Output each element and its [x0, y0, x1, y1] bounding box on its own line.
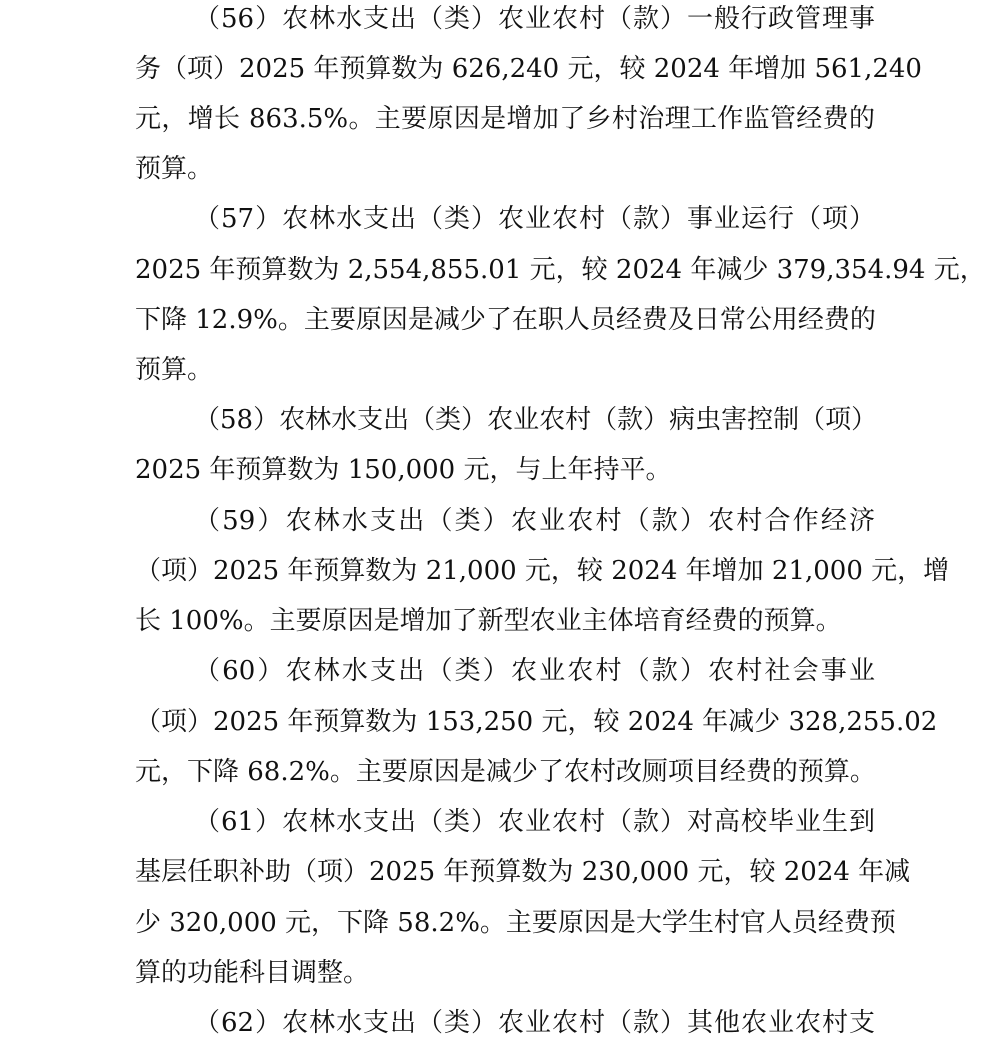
- paragraph-59-line-3: 长 100%。主要原因是增加了新型农业主体培育经费的预算。: [135, 606, 842, 636]
- paragraph-57-line-3: 下降 12.9%。主要原因是减少了在职人员经费及日常公用经费的: [135, 305, 876, 335]
- paragraph-61-line-2: 基层任职补助（项）2025 年预算数为 230,000 元，较 2024 年减: [135, 857, 911, 887]
- paragraph-58-line-2: 2025 年预算数为 150,000 元，与上年持平。: [135, 455, 672, 485]
- paragraph-56-line-1: （56）农林水支出（类）农业农村（款）一般行政管理事: [194, 4, 875, 34]
- paragraph-61-line-1: （61）农林水支出（类）农业农村（款）对高校毕业生到: [194, 807, 875, 837]
- paragraph-60-line-3: 元，下降 68.2%。主要原因是减少了农村改厕项目经费的预算。: [135, 757, 876, 787]
- paragraph-59-line-1: （59）农林水支出（类）农业农村（款）农村合作经济: [194, 506, 875, 536]
- paragraph-58-line-1: （58）农林水支出（类）农业农村（款）病虫害控制（项）: [194, 405, 878, 435]
- paragraph-60-line-1: （60）农林水支出（类）农业农村（款）农村社会事业: [194, 656, 875, 686]
- paragraph-56-line-2: 务（项）2025 年预算数为 626,240 元，较 2024 年增加 561,240: [135, 54, 922, 84]
- paragraph-57-line-1: （57）农林水支出（类）农业农村（款）事业运行（项）: [194, 204, 875, 234]
- paragraph-57-line-2: 2025 年预算数为 2,554,855.01 元，较 2024 年减少 379,354.94 元，: [135, 255, 986, 285]
- paragraph-59-line-2: （项）2025 年预算数为 21,000 元，较 2024 年增加 21,000 元，增: [135, 556, 950, 586]
- paragraph-56-line-3: 元，增长 863.5%。主要原因是增加了乡村治理工作监管经费的: [135, 104, 875, 134]
- paragraph-60-line-2: （项）2025 年预算数为 153,250 元，较 2024 年减少 328,255.02: [135, 707, 938, 737]
- paragraph-61-line-3: 少 320,000 元，下降 58.2%。主要原因是大学生村官人员经费预: [135, 908, 896, 938]
- paragraph-56-line-4: 预算。: [135, 154, 214, 184]
- paragraph-57-line-4: 预算。: [135, 355, 214, 385]
- paragraph-61-line-4: 算的功能科目调整。: [135, 958, 370, 988]
- paragraph-62-line-1: （62）农林水支出（类）农业农村（款）其他农业农村支: [194, 1008, 875, 1038]
